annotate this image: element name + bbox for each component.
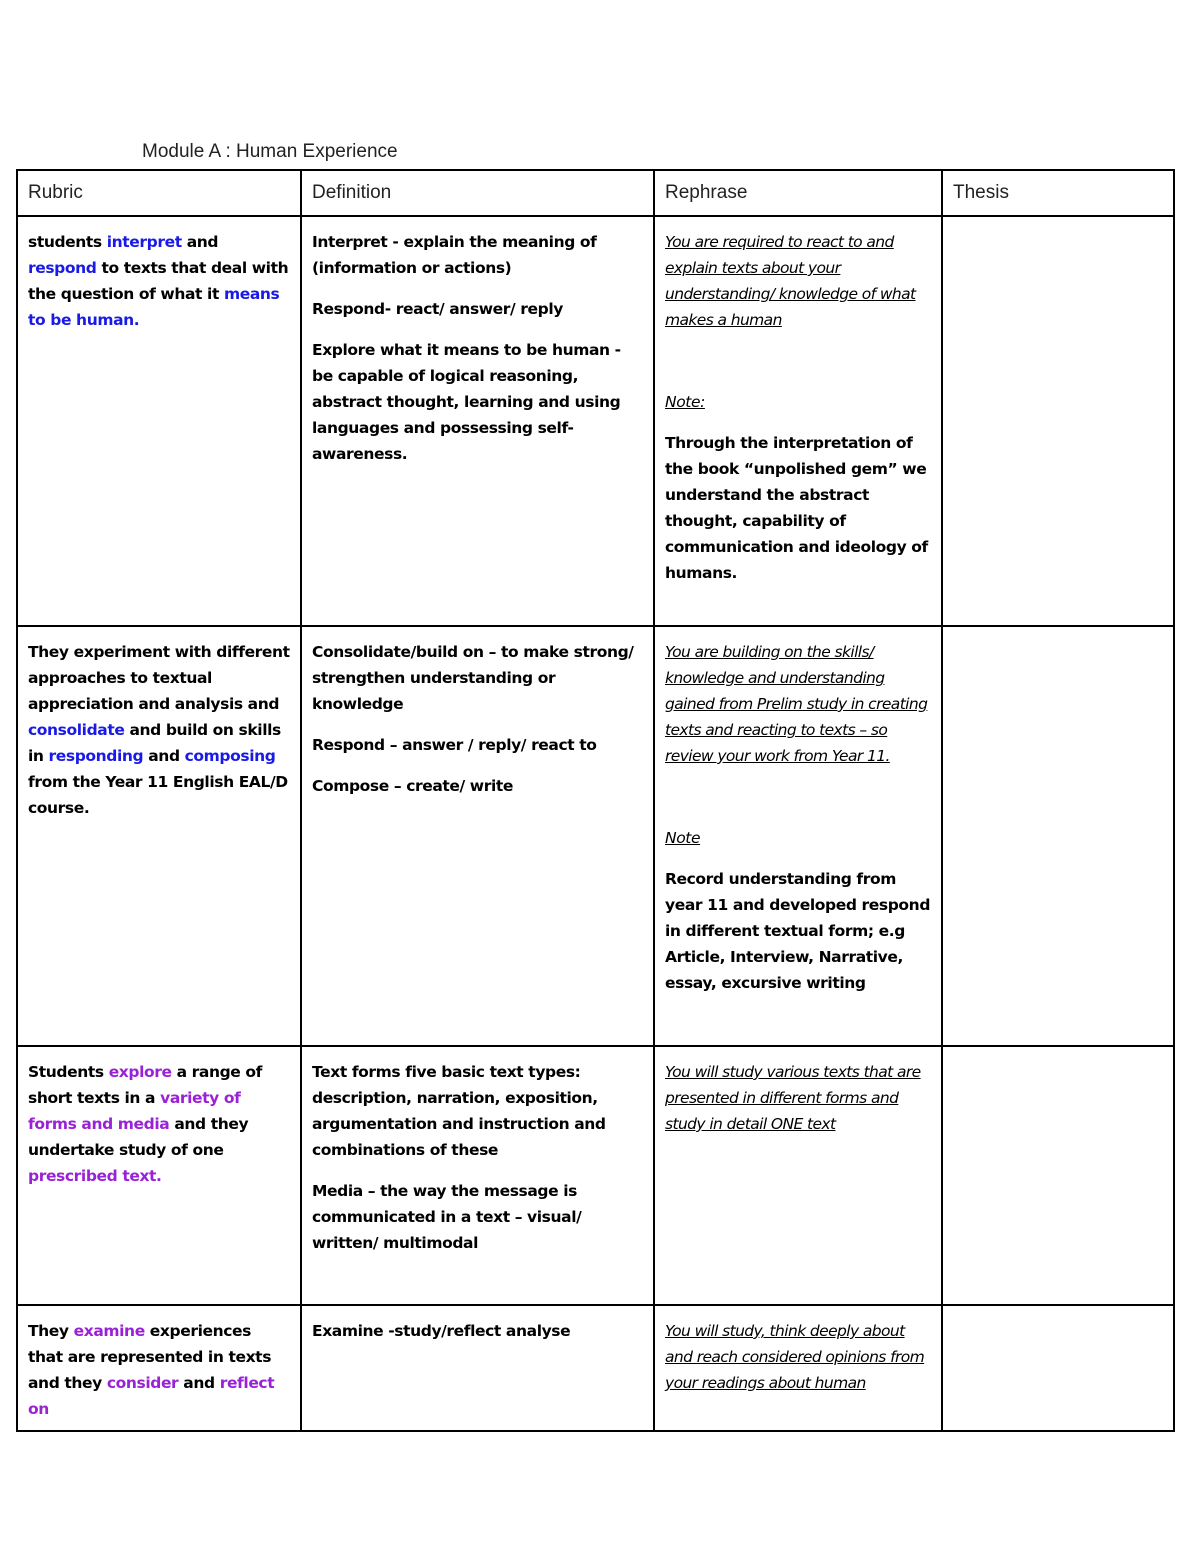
thesis-cell[interactable] (942, 1046, 1174, 1305)
definition-text: Respond- react/ answer/ reply (312, 300, 563, 318)
table-row (17, 626, 1174, 1046)
keyword-respond: respond (28, 259, 97, 277)
rubric-text: students (28, 233, 107, 251)
keyword-explore: explore (108, 1063, 172, 1081)
header-rubric: Rubric (17, 170, 301, 216)
keyword-responding: responding (48, 747, 144, 765)
rubric-text: They experiment with different approaches to textual appreciation and analysis and (28, 643, 290, 713)
rephrase-cell (654, 216, 942, 626)
rubric-text: . (133, 311, 140, 329)
keyword-prescribed-text: prescribed text. (28, 1167, 162, 1185)
rubric-text: and (178, 1374, 220, 1392)
keyword-reflect-on: reflect on (28, 1374, 275, 1418)
definition-text: Interpret - explain the meaning of (information or actions) (312, 233, 597, 277)
rubric-text: to texts that deal with the question of what it (28, 259, 289, 303)
keyword-consider: consider (106, 1374, 179, 1392)
keyword-variety-of-forms-and-media: variety of forms and media (28, 1089, 241, 1133)
table-row (17, 216, 1174, 626)
thesis-cell[interactable] (942, 216, 1174, 626)
table-row (17, 1305, 1174, 1431)
definition-cell (301, 626, 654, 1046)
rubric-text: and they undertake study of one (28, 1115, 249, 1159)
rephrase-text: You are required to react to and explain texts about your understanding/ knowledge of what makes a human (665, 233, 916, 329)
rubric-text: They (28, 1322, 74, 1340)
rubric-text: experiences that are represented in texts and they (28, 1322, 272, 1392)
rephrase-text: You will study various texts that are presented in different forms and study in detail ONE text (665, 1063, 921, 1133)
rubric-text: from the Year 11 English EAL/D course. (28, 773, 288, 817)
rubric-cell (17, 1305, 301, 1431)
rephrase-text: You are building on the skills/ knowledge and understanding gained from Prelim study in creating texts and reacting to texts – so review your work from Year 11. (665, 643, 928, 765)
note-text: Record understanding from year 11 and developed respond in different textual form; e.g Article, Interview, Narrative, essay, excursive writing (665, 870, 931, 992)
definition-text: Respond – answer / reply/ react to (312, 736, 597, 754)
table-row (17, 1046, 1174, 1305)
thesis-cell[interactable] (942, 626, 1174, 1046)
definition-cell (301, 216, 654, 626)
rubric-cell (17, 216, 301, 626)
note-label: Note (665, 829, 701, 847)
page-title: Module A : Human Experience (142, 141, 398, 162)
note-text: Through the interpretation of the book “unpolished gem” we understand the abstract thought, capability of communication and ideology of humans. (665, 434, 928, 582)
table-header-row (17, 170, 1174, 216)
thesis-cell[interactable] (942, 1305, 1174, 1431)
header-definition: Definition (301, 170, 654, 216)
definition-text: Examine -study/reflect analyse (312, 1322, 571, 1340)
keyword-consolidate: consolidate (28, 721, 125, 739)
rephrase-cell (654, 1046, 942, 1305)
rubric-table (16, 169, 1175, 1432)
rubric-text: and (143, 747, 185, 765)
keyword-composing: composing (184, 747, 276, 765)
keyword-interpret: interpret (106, 233, 182, 251)
rephrase-cell (654, 1305, 942, 1431)
rubric-cell (17, 1046, 301, 1305)
definition-text: Consolidate/build on – to make strong/ strengthen understanding or knowledge (312, 643, 634, 713)
rephrase-text: You will study, think deeply about and reach considered opinions from your readings about human (665, 1322, 925, 1392)
keyword-means-to-be-human: means to be human (28, 285, 280, 329)
definition-text: Explore what it means to be human - be capable of logical reasoning, abstract thought, learning and using languages and possessing self-awareness. (312, 341, 621, 463)
header-thesis: Thesis (942, 170, 1174, 216)
definition-text: Text forms five basic text types: description, narration, exposition, argumentation and instruction and combinations of these (312, 1063, 606, 1159)
rubric-cell (17, 626, 301, 1046)
definition-text: Media – the way the message is communicated in a text – visual/ written/ multimodal (312, 1182, 582, 1252)
definition-cell (301, 1046, 654, 1305)
keyword-examine: examine (73, 1322, 145, 1340)
note-label: Note: (665, 393, 705, 411)
header-rephrase: Rephrase (654, 170, 942, 216)
rubric-text: a range of short texts in a (28, 1063, 263, 1107)
definition-cell (301, 1305, 654, 1431)
rubric-text: and (181, 233, 219, 251)
rubric-text: Students (28, 1063, 109, 1081)
definition-text: Compose – create/ write (312, 777, 513, 795)
rephrase-cell (654, 626, 942, 1046)
rubric-text: and build on skills in (28, 721, 281, 765)
